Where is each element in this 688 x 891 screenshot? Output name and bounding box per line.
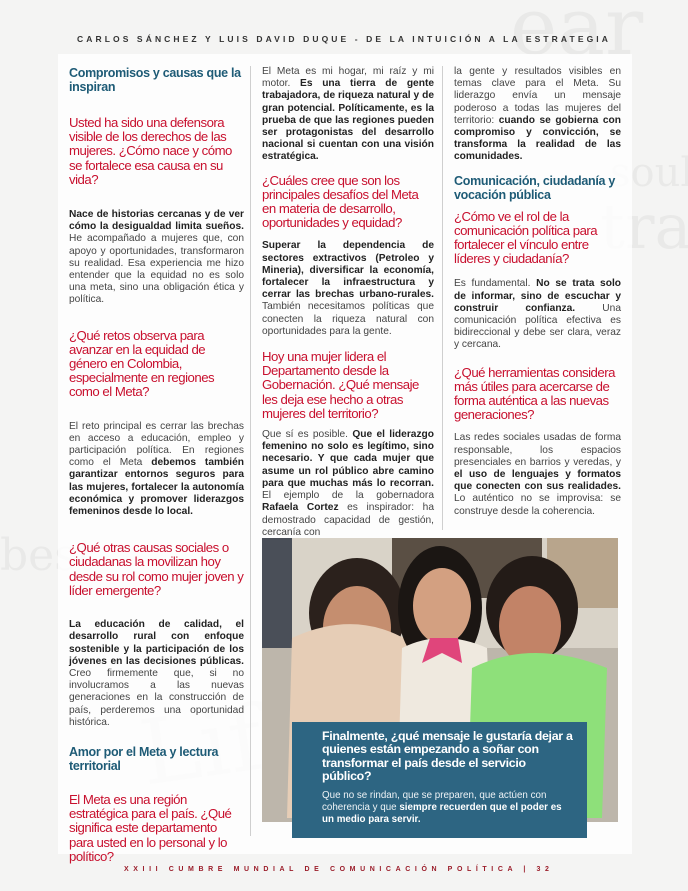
answer	[454, 66, 621, 164]
answer-bold: Rafaela Cortez	[262, 502, 339, 514]
answer-bold: Que el liderazgo femenino no solo es legítimo, sino necesario. Y que cada mujer que asume un rol público abre camino para que muchas más lo recorran.	[262, 429, 434, 489]
answer	[69, 619, 244, 729]
column-3	[454, 66, 621, 518]
callout-box	[292, 722, 587, 838]
answer-bold: Es una tierra de gente trabajadora, de riqueza natural y de gran potencial. Políticamente, es la prueba de que las regiones pueden ser protagonistas del desarrollo nacional si cuentan con una visión estratégica.	[262, 78, 435, 163]
question: ¿Qué herramientas considera más útiles para acercarse de forma auténtica a las nuevas generaciones?	[454, 364, 615, 423]
answer-bold: La educación de calidad, el desarrollo rural con enfoque sostenible y la participación de los jóvenes en las decisiones públicas.	[69, 619, 244, 667]
answer	[69, 421, 244, 519]
answer-bold: siempre recuerden que el poder es un medio para servir.	[322, 801, 562, 825]
answer	[454, 432, 621, 517]
question: Hoy una mujer lidera el Departamento desde la Gobernación. ¿Qué mensaje les deja ese hecho a otras mujeres del territorio?	[262, 349, 419, 421]
column-divider	[442, 66, 443, 530]
answer-text: Una comunicación política efectiva es bidireccional y debe ser clara, veraz y cercana.	[454, 302, 621, 351]
answer-bold: Superar la dependencia de sectores extractivos (Petroleo y Mineria), diversificar la economía, fortalecer la infraestructura y cerrar las brechas urbano-rurales.	[262, 240, 434, 301]
column-1	[69, 66, 244, 864]
answer	[69, 209, 244, 307]
callout-answer	[322, 790, 573, 826]
column-2	[262, 66, 434, 539]
answer-text: El Meta es mi hogar, mi raíz y mi motor.	[262, 66, 434, 90]
question: ¿Qué retos observa para avanzar en la equidad de género en Colombia, especialmente en regiones como el Meta?	[69, 327, 215, 400]
answer-text: la gente y resultados visibles en temas clave para el Meta. Su liderazgo envía un mensaje poderoso a todas las mujeres del territorio:	[454, 66, 621, 126]
question: Usted ha sido una defensora visible de los derechos de las mujeres. ¿Cómo nace y cómo se fortalece esa causa en su vida?	[69, 115, 232, 187]
section-heading: Comunicación, ciudadanía y vocación pública	[454, 173, 615, 202]
question: ¿Qué otras causas sociales o ciudadanas la movilizan hoy desde su rol como mujer joven y líder emergente?	[69, 540, 244, 598]
column-divider	[250, 66, 251, 836]
running-header: CARLOS SÁNCHEZ Y LUIS DAVID DUQUE - DE LA INTUICIÓN A LA ESTRATEGIA	[76, 34, 611, 44]
answer-text: Es fundamental.	[454, 278, 537, 290]
answer	[454, 278, 621, 351]
answer	[262, 66, 434, 164]
answer-text: Creo firmemente que, si no involucramos a las nuevas generaciones en la construcción de país, perderemos una oportunidad histórica.	[69, 667, 244, 728]
answer-bold: el uso de lenguajes y formatos que conecten con sus realidades.	[454, 469, 621, 493]
answer-text: Lo auténtico no se improvisa: se construye desde la coherencia.	[454, 493, 621, 517]
section-heading: Compromisos y causas que la inspiran	[69, 66, 241, 94]
answer-bold: No se trata solo de informar, sino de escuchar y construir confianza.	[454, 278, 622, 314]
answer-text: Las redes sociales usadas de forma responsable, los espacios presenciales en barrios y veredas, y	[454, 432, 621, 468]
running-footer: XXIII CUMBRE MUNDIAL DE COMUNICACIÓN POLÍTICA | 32	[124, 866, 554, 873]
question: ¿Cómo ve el rol de la comunicación política para fortalecer el vínculo entre líderes y ciudadanía?	[454, 208, 598, 267]
answer	[262, 240, 434, 338]
question: ¿Cuáles cree que son los principales desafíos del Meta en materia de desarrollo, oportunidades y equidad?	[262, 172, 419, 231]
section-heading: Amor por el Meta y lectura territorial	[69, 744, 219, 773]
answer-text: es inspirador: ha demostrado capacidad de gestión, cercanía con	[262, 502, 434, 538]
callout-question: Finalmente, ¿qué mensaje le gustaría dejar a quienes están empezando a soñar con transformar el país desde el servicio público?	[322, 729, 573, 784]
answer-text: He acompañado a mujeres que, con apoyo y oportunidades, transformaron su realidad. Esa experiencia me hizo entender que la equidad no es solo una meta, sino una obligación ética y política.	[69, 233, 244, 306]
answer-text: Que no se rindan, que se preparen, que actúen con coherencia y que	[322, 789, 547, 813]
answer-text: También necesitamos políticas que conecten la riqueza natural con oportunidades para la gente.	[262, 301, 434, 337]
answer-bold: cuando se gobierna con compromiso y convicción, se transforma la realidad de las comunidades.	[454, 114, 621, 163]
answer-text: El reto principal es cerrar las brechas en acceso a educación, empleo y participación política. En regiones como el Meta	[69, 420, 244, 469]
answer-text: Que sí es posible.	[262, 429, 353, 441]
answer-bold: debemos también garantizar entornos seguros para las mujeres, fortalecer la autonomía económica y promover liderazgos femeninos desde lo local.	[69, 457, 244, 518]
answer	[262, 429, 434, 539]
question: El Meta es una región estratégica para el país. ¿Qué significa este departamento para usted en lo personal y lo político?	[69, 791, 232, 864]
answer-bold: Nace de historias cercanas y de ver cómo la desigualdad limita sueños.	[69, 209, 244, 233]
answer-text: El ejemplo de la gobernadora	[262, 490, 434, 502]
